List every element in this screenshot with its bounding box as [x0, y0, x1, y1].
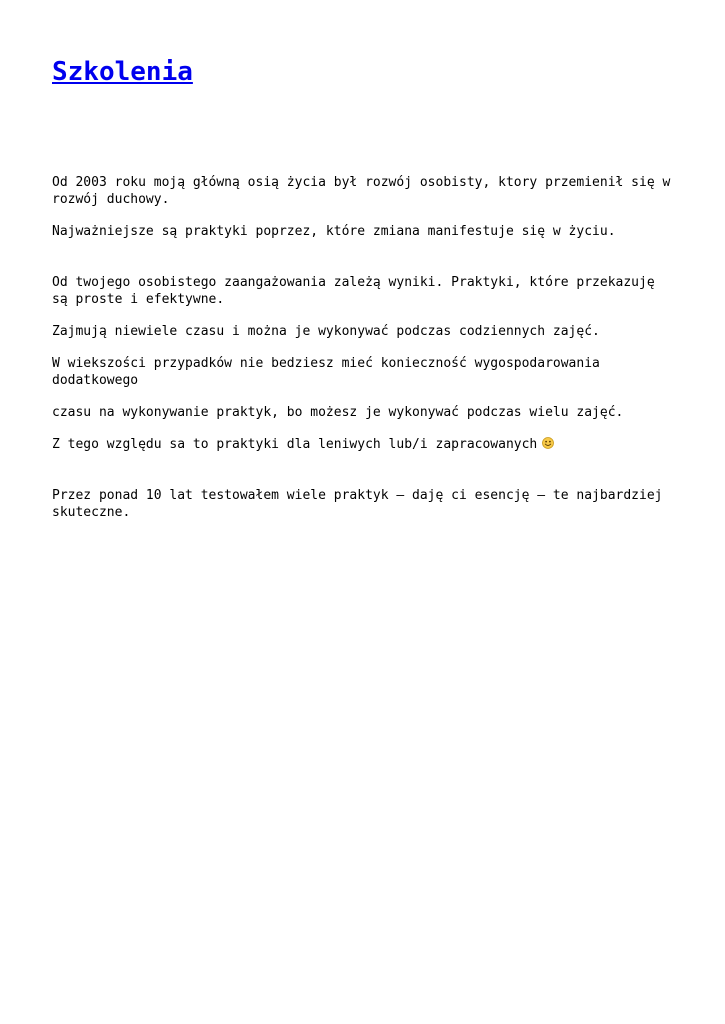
- paragraph-8: Przez ponad 10 lat testowałem wiele praktyk – daję ci esencję – te najbardziej skuteczne.: [52, 488, 663, 520]
- title-link[interactable]: Szkolenia: [52, 57, 193, 87]
- article-body: [52, 174, 677, 536]
- page-title: [52, 54, 193, 90]
- smiley-icon: [542, 437, 554, 449]
- paragraph-6: czasu na wykonywanie praktyk, bo możesz je wykonywać podczas wielu zajęć.: [52, 405, 624, 420]
- paragraph-7-text: Z tego względu sa to praktyki dla leniwych lub/i zapracowanych: [52, 437, 538, 452]
- paragraph-4: Zajmują niewiele czasu i można je wykonywać podczas codziennych zajęć.: [52, 324, 600, 339]
- paragraph-3: Od twojego osobistego zaangażowania zależą wyniki. Praktyki, które przekazuję są proste i efektywne.: [52, 275, 655, 307]
- paragraph-5: W wiekszości przypadków nie bedziesz mieć konieczność wygospodarowania dodatkowego: [52, 356, 600, 388]
- paragraph-2: Najważniejsze są praktyki poprzez, które zmiana manifestuje się w życiu.: [52, 224, 616, 239]
- paragraph-7: [52, 436, 677, 453]
- paragraph-1: Od 2003 roku moją główną osią życia był rozwój osobisty, ktory przemienił się w rozwój duchowy.: [52, 175, 671, 207]
